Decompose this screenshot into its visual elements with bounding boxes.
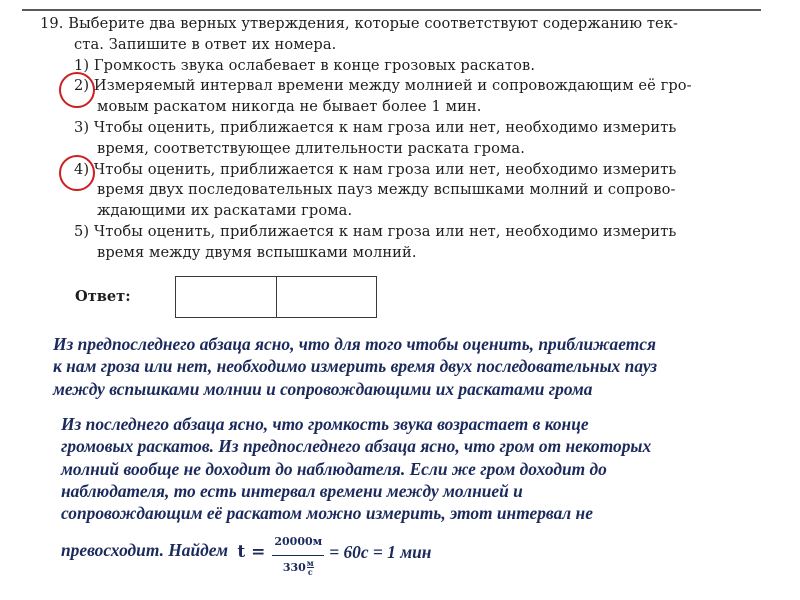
task-option-line: 4) Чтобы оценить, приближается к нам гроза или нет, необходимо измерить bbox=[74, 160, 677, 178]
task-option-line: 3) Чтобы оценить, приближается к нам гроза или нет, необходимо измерить bbox=[74, 119, 677, 136]
formula-denominator bbox=[283, 556, 314, 579]
formula-result: = 60с = 1 мин bbox=[329, 542, 432, 563]
explanation-line: громовых раскатов. Из предпоследнего абзаца ясно, что гром от некоторых bbox=[61, 436, 652, 457]
task-question-line: 19. Выберите два верных утверждения, которые соответствуют содержанию тек- bbox=[40, 15, 679, 32]
formula-prefix: превосходит. Найдем bbox=[61, 540, 228, 561]
explanation-line: молний вообще не доходит до наблюдателя. Если же гром доходит до bbox=[61, 458, 607, 479]
answer-cell-2[interactable] bbox=[276, 277, 377, 317]
unit-bottom: с bbox=[307, 567, 313, 578]
task-option-line: ждающими их раскатами грома. bbox=[97, 202, 353, 220]
answer-label: Ответ: bbox=[75, 288, 131, 305]
denominator-value: 330 bbox=[282, 560, 306, 574]
selected-answer-circle-4 bbox=[59, 155, 95, 191]
unit-fraction bbox=[307, 559, 314, 576]
time-formula bbox=[232, 528, 431, 576]
unit-top: м bbox=[306, 558, 314, 569]
task-option-line: время между двумя вспышками молний. bbox=[97, 243, 417, 261]
top-rule bbox=[22, 9, 761, 11]
task-option-line: 1) Громкость звука ослабевает в конце грозовых раскатов. bbox=[74, 56, 536, 74]
explanation-correct-2 bbox=[61, 413, 651, 576]
formula-fraction bbox=[272, 531, 324, 579]
task-option-line: 2) Измеряемый интервал времени между молнией и сопровождающим её гро- bbox=[74, 77, 692, 95]
explanation-line: между вспышками молнии и сопровождающими их раскатами грома bbox=[53, 378, 593, 399]
explanation-line: к нам гроза или нет, необходимо измерить время двух последовательных пауз bbox=[53, 356, 658, 377]
explanation-line: Из последнего абзаца ясно, что громкость звука возрастает в конце bbox=[61, 414, 589, 434]
explanation-formula-line bbox=[61, 528, 651, 576]
task-option-line: 5) Чтобы оценить, приближается к нам гроза или нет, необходимо измерить bbox=[74, 223, 677, 240]
task-option-line: время двух последовательных пауз между вспышками молний и сопрово- bbox=[97, 181, 676, 199]
explanation-correct-4 bbox=[53, 333, 657, 400]
answer-cell-1[interactable] bbox=[176, 277, 276, 317]
formula-numerator: 20000м bbox=[272, 531, 324, 555]
explanation-line: Из предпоследнего абзаца ясно, что для того чтобы оценить, приближается bbox=[53, 334, 656, 354]
selected-answer-circle-2 bbox=[59, 72, 95, 108]
task-option-line: ста. Запишите в ответ их номера. bbox=[74, 35, 337, 53]
task-option-line: время, соответствующее длительности раската грома. bbox=[97, 139, 525, 157]
formula-variable: t = bbox=[237, 542, 266, 563]
answer-box bbox=[175, 276, 377, 318]
task-option-line: мовым раскатом никогда не бывает более 1 мин. bbox=[97, 98, 482, 116]
explanation-line: сопровождающим её раскатом можно измерить, этот интервал не bbox=[61, 503, 593, 524]
explanation-line: наблюдателя, то есть интервал времени между молнией и bbox=[61, 480, 523, 501]
